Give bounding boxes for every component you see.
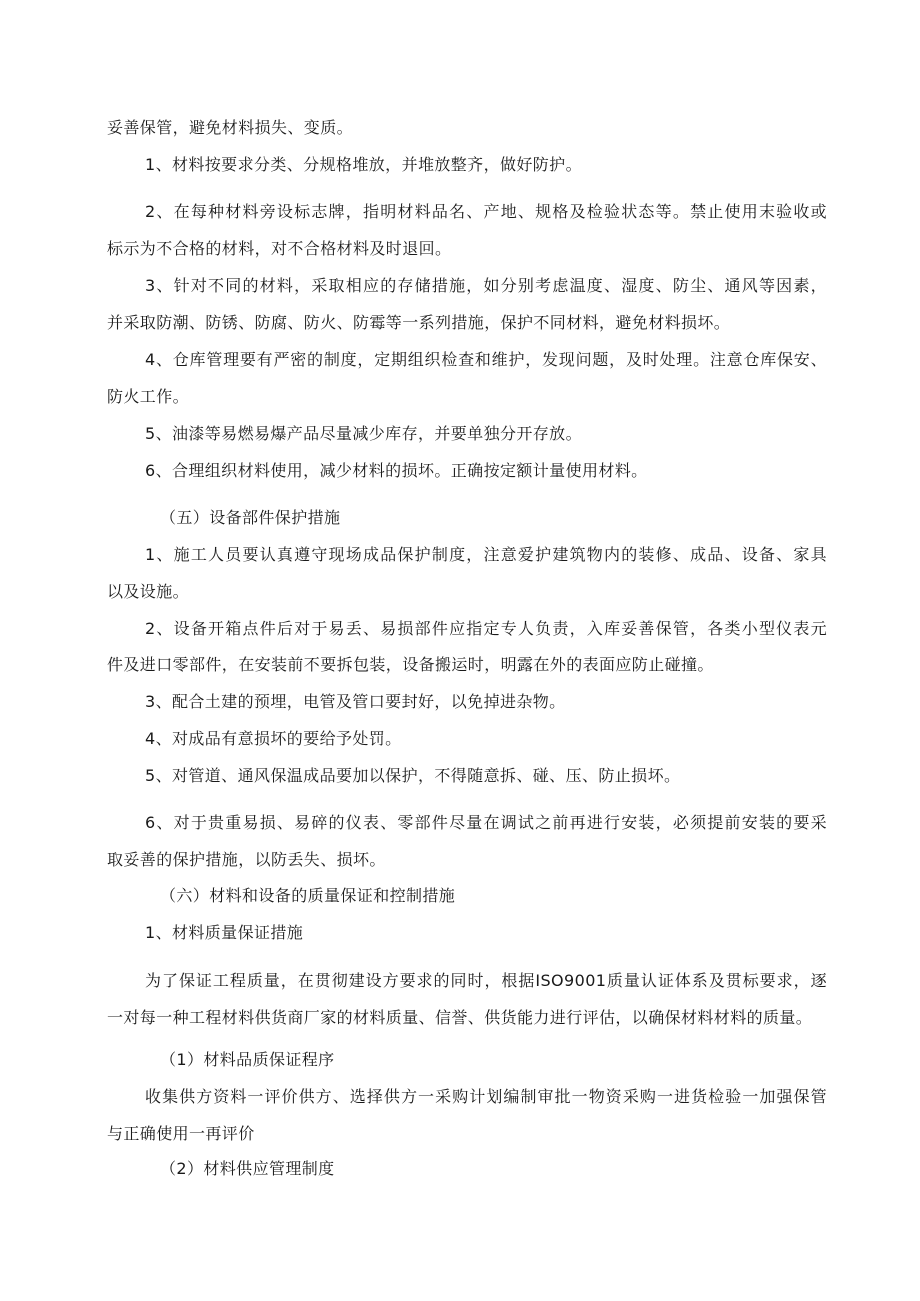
paragraph-line: 4、仓库管理要有严密的制度，定期组织检查和维护，发现问题，及时处理。注意仓库保安、	[145, 350, 827, 369]
paragraph-line: 1、施工人员要认真遵守现场成品保护制度，注意爱护建筑物内的装修、成品、设备、家具	[145, 545, 827, 564]
paragraph-line: 一对每一种工程材料供货商厂家的材料质量、信誉、供货能力进行评估，以确保材料材料的质量。	[107, 1008, 813, 1027]
paragraph-line: 2、设备开箱点件后对于易丢、易损部件应指定专人负责，入库妥善保管，各类小型仪表元	[145, 619, 827, 638]
paragraph-line: 标示为不合格的材料，对不合格材料及时退回。	[107, 239, 452, 258]
paragraph-line: 为了保证工程质量，在贯彻建设方要求的同时，根据ISO9001质量认证体系及贯标要求，逐	[145, 971, 827, 990]
paragraph-line: 并采取防潮、防锈、防腐、防火、防霉等一系列措施，保护不同材料，避免材料损坏。	[107, 313, 731, 332]
paragraph-line: 收集供方资料一评价供方、选择供方一采购计划编制审批一物资采购一进货检验一加强保管	[145, 1087, 827, 1106]
paragraph-line: 取妥善的保护措施，以防丢失、损坏。	[107, 850, 386, 869]
paragraph-line: 5、对管道、通风保温成品要加以保护，不得随意拆、碰、压、防止损坏。	[145, 766, 681, 785]
paragraph-line: 3、针对不同的材料，采取相应的存储措施，如分别考虑温度、湿度、防尘、通风等因素，	[145, 276, 827, 295]
paragraph-line: 件及进口零部件，在安装前不要拆包装，设备搬运时，明露在外的表面应防止碰撞。	[107, 655, 714, 674]
paragraph-line: 4、对成品有意损坏的要给予处罚。	[145, 729, 402, 748]
paragraph-line: 6、对于贵重易损、易碎的仪表、零部件尽量在调试之前再进行安装，必须提前安装的要采	[145, 813, 827, 832]
paragraph-line: 1、材料按要求分类、分规格堆放，并堆放整齐，做好防护。	[145, 155, 582, 174]
paragraph-line: 妥善保管，避免材料损失、变质。	[107, 118, 354, 137]
paragraph-line: 3、配合土建的预埋，电管及管口要封好，以免掉进杂物。	[145, 692, 566, 711]
paragraph-line: 6、合理组织材料使用，减少材料的损坏。正确按定额计量使用材料。	[145, 461, 648, 480]
paragraph-line: 防火工作。	[107, 387, 190, 406]
paragraph-line: 与正确使用一再评价	[107, 1124, 255, 1143]
paragraph-line: 5、油漆等易燃易爆产品尽量减少库存，并要单独分开存放。	[145, 424, 582, 443]
subsection-heading: 1、材料质量保证措施	[145, 923, 304, 942]
section-heading: （六）材料和设备的质量保证和控制措施	[160, 886, 456, 905]
paragraph-line: 2、在每种材料旁设标志牌，指明材料品名、产地、规格及检验状态等。禁止使用末验收或	[145, 202, 827, 221]
paragraph-line: 以及设施。	[107, 582, 190, 601]
subsection-heading: （2）材料供应管理制度	[160, 1159, 335, 1178]
subsection-heading: （1）材料品质保证程序	[160, 1050, 335, 1069]
section-heading: （五）设备部件保护措施	[160, 508, 341, 527]
